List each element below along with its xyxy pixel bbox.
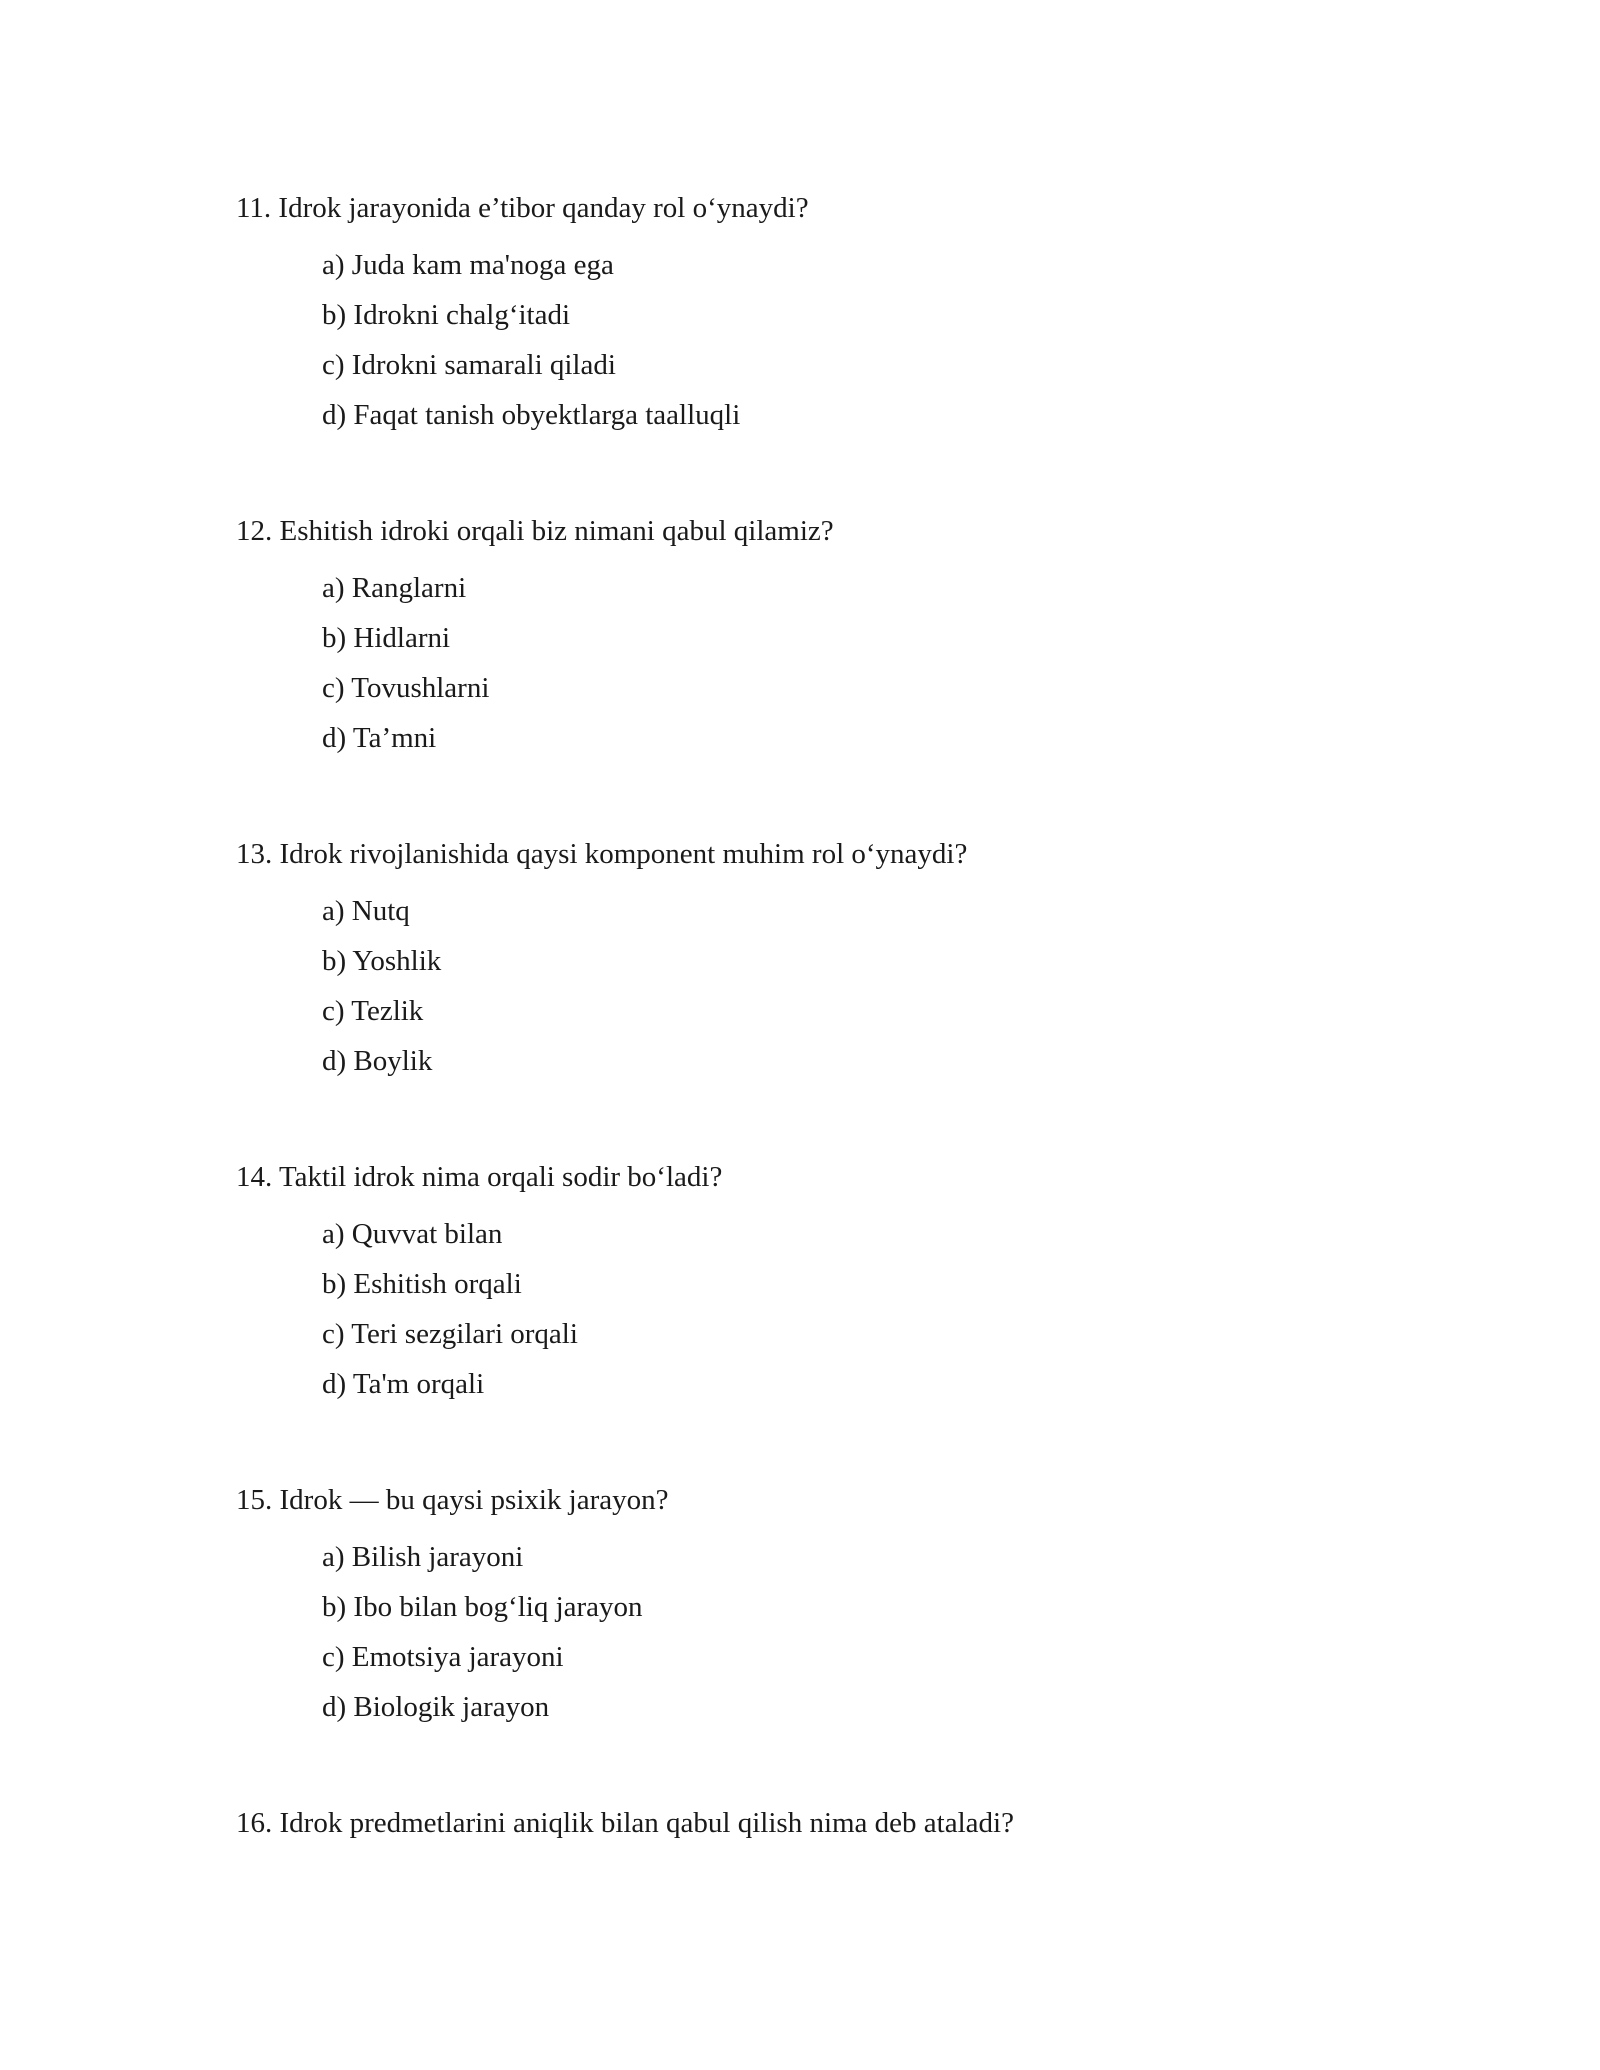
answer-options	[322, 571, 1436, 755]
answer-options	[322, 248, 1436, 432]
question-16	[236, 1806, 1436, 1840]
answer-option-b: b) Hidlarni	[322, 622, 451, 654]
answer-option-a: a) Nutq	[322, 895, 410, 927]
question-12	[236, 514, 1436, 771]
question-15	[236, 1483, 1436, 1740]
answer-option-a: a) Quvvat bilan	[322, 1218, 503, 1250]
answer-option-b: b) Ibo bilan bog‘liq jarayon	[322, 1591, 643, 1623]
answer-option-c: c) Tovushlarni	[322, 672, 490, 704]
question-text: 14. Taktil idrok nima orqali sodir bo‘ladi?	[236, 1161, 723, 1193]
question-text: 13. Idrok rivojlanishida qaysi komponent muhim rol o‘ynaydi?	[236, 838, 968, 870]
answer-option-a: a) Juda kam ma'noga ega	[322, 249, 614, 281]
question-text: 12. Eshitish idroki orqali biz nimani qabul qilamiz?	[236, 515, 834, 547]
answer-option-d: d) Faqat tanish obyektlarga taalluqli	[322, 399, 741, 431]
question-14	[236, 1160, 1436, 1417]
answer-option-b: b) Yoshlik	[322, 945, 442, 977]
answer-option-d: d) Biologik jarayon	[322, 1691, 550, 1723]
answer-option-c: c) Idrokni samarali qiladi	[322, 349, 616, 381]
answer-option-b: b) Eshitish orqali	[322, 1268, 522, 1300]
question-text: 11. Idrok jarayonida e’tibor qanday rol o‘ynaydi?	[236, 192, 809, 224]
question-11	[236, 191, 1436, 448]
question-13	[236, 837, 1436, 1094]
question-text: 15. Idrok — bu qaysi psixik jarayon?	[236, 1484, 669, 1516]
question-text: 16. Idrok predmetlarini aniqlik bilan qabul qilish nima deb ataladi?	[236, 1807, 1014, 1839]
answer-options	[322, 894, 1436, 1078]
answer-option-d: d) Boylik	[322, 1045, 433, 1077]
answer-options	[322, 1217, 1436, 1401]
answer-option-c: c) Tezlik	[322, 995, 424, 1027]
answer-option-b: b) Idrokni chalg‘itadi	[322, 299, 571, 331]
answer-option-d: d) Ta’mni	[322, 722, 437, 754]
answer-option-c: c) Teri sezgilari orqali	[322, 1318, 578, 1350]
answer-option-c: c) Emotsiya jarayoni	[322, 1641, 564, 1673]
answer-options	[322, 1540, 1436, 1724]
answer-option-a: a) Ranglarni	[322, 572, 467, 604]
answer-option-d: d) Ta'm orqali	[322, 1368, 485, 1400]
answer-option-a: a) Bilish jarayoni	[322, 1541, 524, 1573]
